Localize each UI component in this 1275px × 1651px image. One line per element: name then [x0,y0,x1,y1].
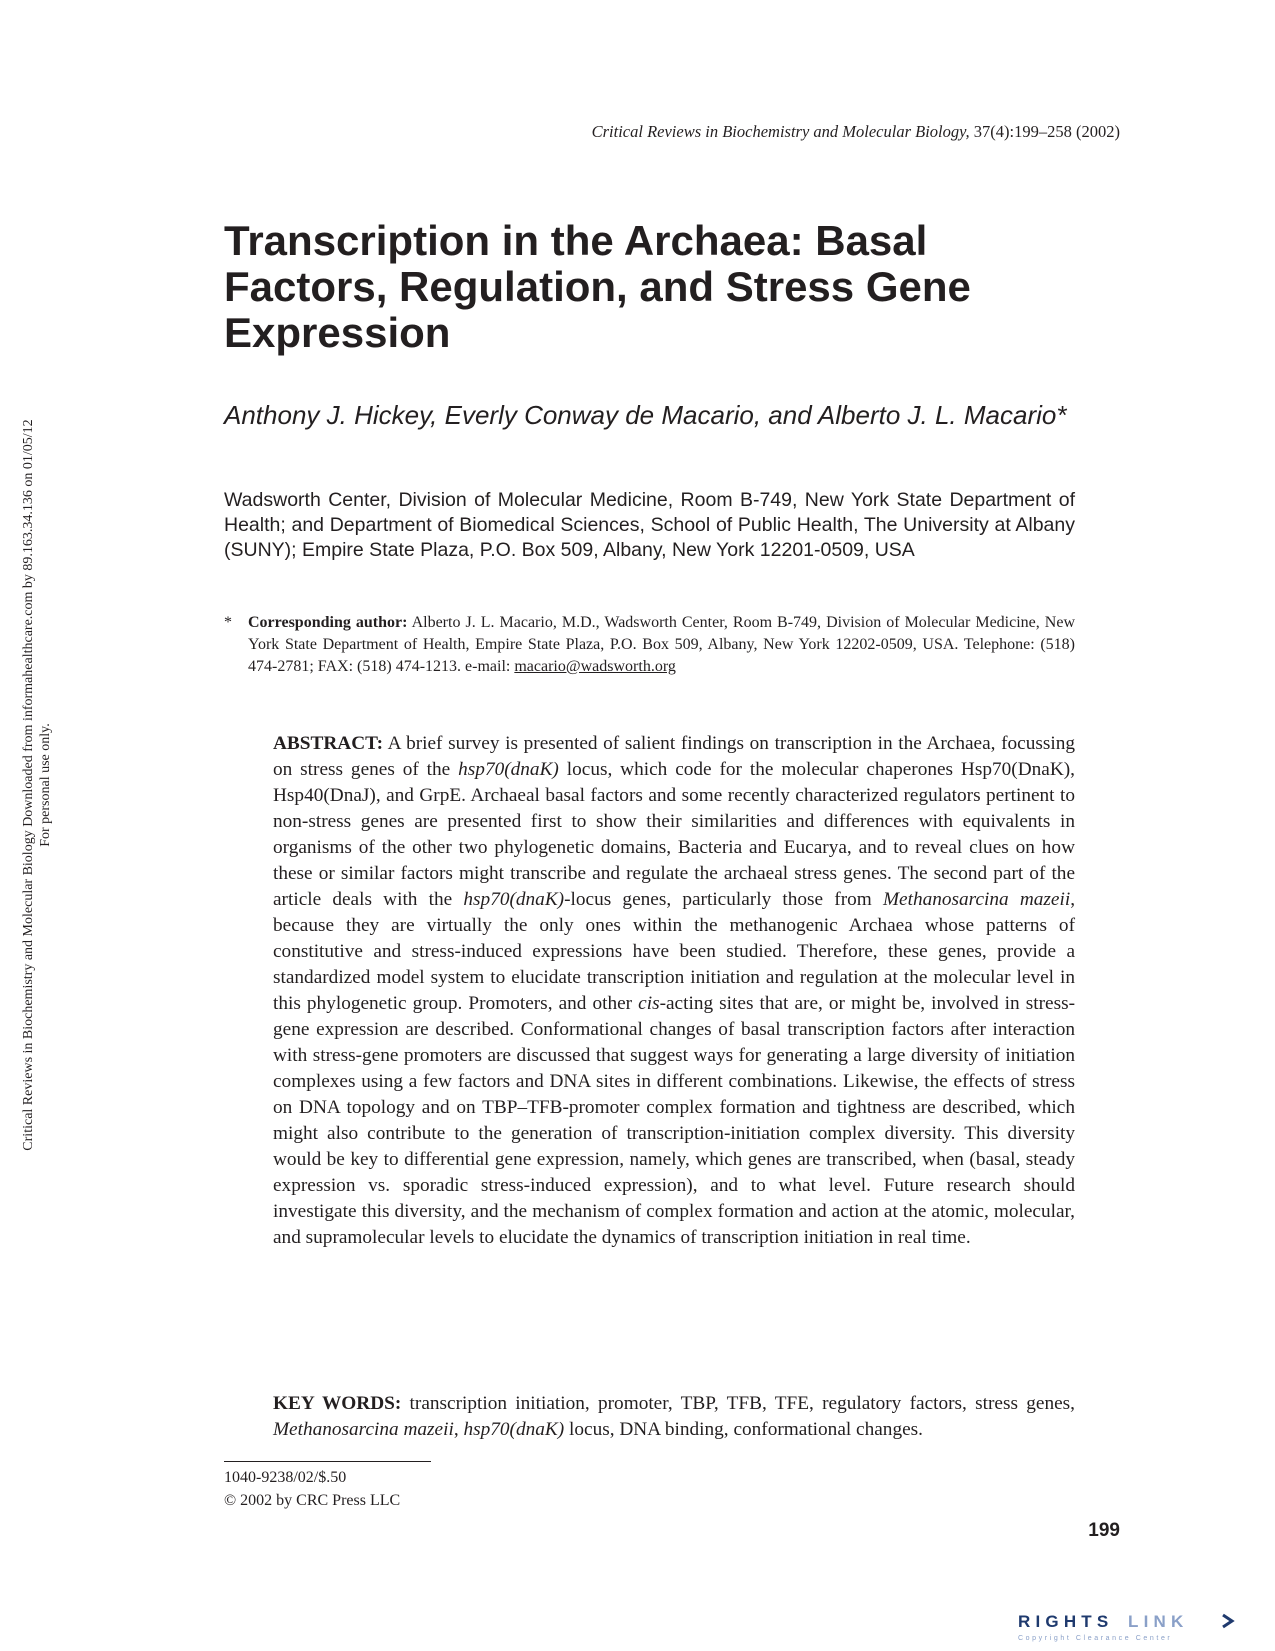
keywords-text: locus, DNA binding, conformational changes. [569,1419,923,1440]
journal-volume-pages: 37(4):199–258 (2002) [973,122,1120,141]
abstract-text: , because they are virtually the only ones within the methanogenic Archaea whose patterns of constitutive and stress-induced expressions have been studied. Therefore, these genes, provide a standardized model system to elucidate transcription initiation and regulation at the molecular level in this phylogenetic group. Promoters, and other [273,889,1076,1014]
keyword-gene-name: hsp70(dnaK) [463,1419,565,1440]
footnote-marker: * [224,614,232,631]
journal-name: Critical Reviews in Biochemistry and Molecular Biology, [591,122,970,141]
abstract-gene-name: hsp70(dnaK) [463,889,565,910]
abstract-species-name: Methanosarcina mazeii [882,889,1071,910]
abstract [273,731,1075,1251]
article-title: Transcription in the Archaea: Basal Factors, Regulation, and Stress Gene Expression [224,217,971,356]
abstract-label: ABSTRACT: [273,733,383,754]
affiliation: Wadsworth Center, Division of Molecular Medicine, Room B-749, New York State Department of Health; and Department of Biomedical Sciences, School of Public Health, The University at Albany (SUNY); Empire State Plaza, P.O. Box 509, Albany, New York 12201-0509, USA [224,489,1075,561]
rightslink-brand-light: LINK [1128,1612,1189,1631]
rightslink-logo[interactable] [1018,1609,1250,1643]
abstract-gene-name: hsp70(dnaK) [458,759,559,780]
abstract-text: -locus genes, particularly those from [564,889,872,910]
abstract-text: locus, which code for the molecular chaperones Hsp70(DnaK), Hsp40(DnaJ), and GrpE. Archaeal basal factors and some recently characterized regulators pertinent to non-stress genes are presented first to show their similarities and differences with equivalents in organisms of the other two phylogenetic domains, Bacteria and Eucarya, and to reveal clues on how these or similar factors might transcribe and regulate the archaeal stress genes. The second part of the article deals with the [273,759,1075,910]
download-stamp [20,335,54,1235]
abstract-term: cis [638,993,660,1014]
abstract-text: A brief survey is presented of salient findings on transcription in the Archaea, focussing on stress genes of the [273,733,1075,780]
price-code: 1040-9238/02/$.50 [224,1469,347,1486]
keywords-label: KEY WORDS: [273,1393,402,1414]
keywords-text: transcription initiation, promoter, TBP, TFB, TFE, regulatory factors, stress genes, [409,1393,1075,1414]
copyright-footnote [224,1466,624,1512]
journal-citation [300,122,1120,142]
page-number: 199 [1088,1520,1120,1541]
corresponding-label: Corresponding author: [248,614,408,631]
chevron-right-icon [1223,1615,1232,1627]
email-link[interactable]: macario@wadsworth.org [514,658,676,675]
author-list: Anthony J. Hickey, Everly Conway de Macario, and Alberto J. L. Macario* [224,400,1067,430]
keyword-species-name: Methanosarcina mazeii [273,1419,454,1440]
keywords [273,1391,1075,1443]
corresponding-text: Alberto J. L. Macario, M.D., Wadsworth Center, Room B-749, Division of Molecular Medicine, New York State Department of Health, Empire State Plaza, P.O. Box 509, Albany, New York 12202-0509, USA. Telephone: (518) 474-2781; FAX: (518) 474-1213. e-mail: [248,614,1076,675]
footnote-divider [224,1461,431,1462]
corresponding-author-note [224,612,1075,678]
rightslink-tagline: Copyright Clearance Center [1018,1635,1173,1642]
rightslink-brand-dark: RIGHTS [1018,1612,1114,1631]
abstract-text: -acting sites that are, or might be, involved in stress-gene expression are described. Conformational changes of basal transcription factors after interaction with stress-gene promoters are discussed that suggest ways for generating a large diversity of initiation complexes using a few factors and DNA sites in different combinations. Likewise, the effects of stress on DNA topology and on TBP–TFB-promoter complex formation and tightness are described, which might also contribute to the generation of transcription-initiation complex diversity. This diversity would be key to differential gene expression, namely, which genes are transcribed, when (basal, steady expression vs. sporadic stress-induced expression), and to what level. Future research should investigate this diversity, and the mechanism of complex formation and action at the atomic, molecular, and supramolecular levels to elucidate the dynamics of transcription initiation in real time. [273,993,1076,1248]
download-stamp-line: Critical Reviews in Biochemistry and Molecular Biology Downloaded from informahealthcare.com by 89.163.34.136 on 01/05/12 [21,419,36,1151]
copyright-line: © 2002 by CRC Press LLC [224,1492,401,1509]
download-stamp-line: For personal use only. [38,723,53,847]
keywords-text: , [453,1419,459,1440]
